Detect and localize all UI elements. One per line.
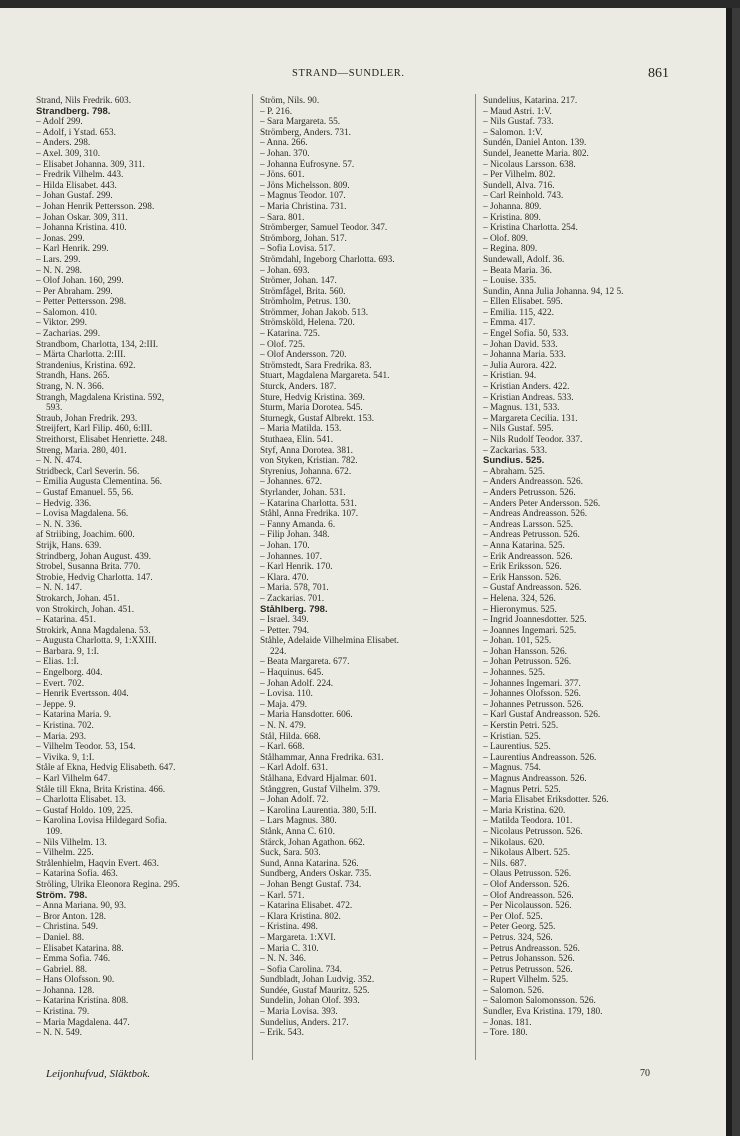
index-entry: – Per Abraham. 299.	[36, 286, 113, 297]
index-entry: – Lars Magnus. 380.	[260, 816, 337, 827]
index-entry: – Adolf 299.	[36, 117, 83, 128]
index-entry: – Zackarias. 701.	[260, 593, 325, 604]
index-entry: – Daniel. 88.	[36, 932, 85, 943]
index-entry: – Zacharias. 299.	[36, 329, 101, 340]
index-entry: – Hieronymus. 525.	[483, 604, 557, 615]
index-entry: – Johanna Maria. 533.	[483, 350, 566, 361]
index-entry: Strömberg, Anders. 731.	[260, 127, 351, 138]
index-entry: – P. 216.	[260, 106, 293, 117]
index-entry: – Adolf, i Ystad. 653.	[36, 127, 116, 138]
index-entry: – Klara. 470.	[260, 572, 309, 583]
index-entry: – Märta Charlotta. 2:III.	[36, 350, 126, 361]
index-entry: Stånk, Anna C. 610.	[260, 826, 335, 837]
index-entry: – Elias. 1:I.	[36, 657, 79, 668]
index-entry: – Laurentius. 525.	[483, 742, 551, 753]
index-entry: – Barbara. 9, 1:I.	[36, 646, 99, 657]
index-entry: – Johan Oskar. 309, 311.	[36, 212, 128, 223]
index-entry: – Johanna. 809.	[483, 201, 542, 212]
index-entry: – Bror Anton. 128.	[36, 911, 106, 922]
index-entry: – Lovisa. 110.	[260, 689, 313, 700]
index-entry: – Salomon. 1:V.	[483, 127, 543, 138]
index-entry: Sundée, Gustaf Mauritz. 525.	[260, 985, 370, 996]
index-entry: Strömer, Johan. 147.	[260, 276, 337, 287]
index-entry: Sundewall, Adolf. 36.	[483, 254, 565, 265]
index-entry: Suck, Sara. 503.	[260, 848, 321, 859]
index-entry: – Abraham. 525.	[483, 466, 545, 477]
index-column-1	[36, 96, 248, 1039]
index-entry: Sundel, Jeanette Maria. 802.	[483, 148, 589, 159]
index-entry: 593.	[46, 403, 63, 414]
index-entry: – Nils Gustaf. 733.	[483, 117, 554, 128]
index-entry: – Emma. 417.	[483, 318, 536, 329]
index-entry: – Karl. 571.	[260, 890, 305, 901]
index-entry: – Maria Magdalena. 447.	[36, 1017, 130, 1028]
index-entry: – Margareta Cecilia. 131.	[483, 413, 578, 424]
index-entry: – Louise. 335.	[483, 276, 537, 287]
index-entry: 109.	[46, 826, 63, 837]
index-entry: – Anders Peter Andersson. 526.	[483, 498, 601, 509]
index-entry: – Olof Johan. 160, 299.	[36, 276, 124, 287]
index-entry: – Johannes. 672.	[260, 477, 322, 488]
index-entry: – Kristian Anders. 422.	[483, 382, 570, 393]
index-entry: Strömberger, Samuel Teodor. 347.	[260, 223, 388, 234]
index-entry: – Jöns. 601.	[260, 170, 305, 181]
index-entry: – Viktor. 299.	[36, 318, 87, 329]
index-entry: Sundler, Eva Kristina. 179, 180.	[483, 1007, 603, 1018]
index-entry: – Anna Mariana. 90, 93.	[36, 901, 127, 912]
index-entry: – Nils. 687.	[483, 858, 527, 869]
index-entry: – Erik Hansson. 526.	[483, 572, 562, 583]
index-entry: Sundelius, Katarina. 217.	[483, 96, 578, 106]
index-entry: – Karl Henrik. 299.	[36, 244, 109, 255]
index-entry: – Johan Bengt Gustaf. 734.	[260, 879, 362, 890]
index-entry: – Filip Johan. 348.	[260, 530, 330, 541]
index-entry: – Johan. 170.	[260, 540, 310, 551]
index-entry: – Per Vilhelm. 802.	[483, 170, 556, 181]
index-entry: von Strokirch, Johan. 451.	[36, 604, 135, 615]
index-entry: – Nikolaus Albert. 525.	[483, 848, 571, 859]
index-entry: – Engelborg. 404.	[36, 668, 103, 679]
index-entry: Sturm, Maria Dorotea. 545.	[260, 403, 363, 414]
index-entry: Strömholm, Petrus. 130.	[260, 297, 351, 308]
index-entry: – Kristina. 79.	[36, 1007, 90, 1018]
index-entry: – Johannes. 107.	[260, 551, 322, 562]
index-entry: – Anders Andreasson. 526.	[483, 477, 583, 488]
index-entry: – Johan Gustaf. 299.	[36, 191, 113, 202]
index-entry: – Petrus Johansson. 526.	[483, 954, 575, 965]
index-entry: – Johan Adolf. 224.	[260, 678, 334, 689]
page-header	[0, 68, 732, 82]
index-entry: – Olof Andersson. 526.	[483, 879, 570, 890]
index-entry: – Ellen Elisabet. 595.	[483, 297, 563, 308]
index-entry: Strang, N. N. 366.	[36, 382, 104, 393]
index-entry: – Erik Eriksson. 526.	[483, 562, 562, 573]
index-entry: – Peter Georg. 525.	[483, 922, 556, 933]
running-head: STRAND—SUNDLER.	[292, 68, 405, 79]
index-entry: Ståhle, Adelaide Vilhelmina Elisabet.	[260, 636, 399, 647]
index-entry: – Elisabet Johanna. 309, 311.	[36, 159, 145, 170]
index-entry: Sture, Hedvig Kristina. 369.	[260, 392, 365, 403]
index-entry: – Emilia Augusta Clementina. 56.	[36, 477, 163, 488]
index-entry: Stål, Hilda. 668.	[260, 731, 321, 742]
index-entry: – Vilhelm Teodor. 53, 154.	[36, 742, 136, 753]
index-entry: Streng, Maria. 280, 401.	[36, 445, 127, 456]
index-entry: – Charlotta Elisabet. 13.	[36, 795, 127, 806]
index-entry: – Johan Henrik Pettersson. 298.	[36, 201, 155, 212]
index-entry: – Kristina. 809.	[483, 212, 541, 223]
index-entry: Strömstedt, Sara Fredrika. 83.	[260, 360, 372, 371]
index-entry: – Olof. 725.	[260, 339, 305, 350]
index-entry: – Matilda Teodora. 101.	[483, 816, 573, 827]
index-entry: – Rupert Vilhelm. 525.	[483, 975, 569, 986]
index-entry: Strålenhielm, Haqvin Evert. 463.	[36, 858, 159, 869]
index-entry: – Katarina Sofia. 463.	[36, 869, 118, 880]
index-entry: – Maud Astri. 1:V.	[483, 106, 552, 117]
index-entry: Styrenius, Johanna. 672.	[260, 466, 352, 477]
index-entry: – Kristian. 94.	[483, 371, 537, 382]
index-entry: Styf, Anna Dorotea. 381.	[260, 445, 353, 456]
index-entry: – Petrus. 324, 526.	[483, 932, 553, 943]
index-entry: – N. N. 479.	[260, 721, 306, 732]
index-entry: Sundelin, Johan Olof. 393.	[260, 996, 360, 1007]
index-entry: – Gustaf Andreasson. 526.	[483, 583, 582, 594]
index-entry: – Emilia. 115, 422.	[483, 307, 554, 318]
index-entry: – Katarina Maria. 9.	[36, 710, 112, 721]
index-entry: Strömdahl, Ingeborg Charlotta. 693.	[260, 254, 395, 265]
index-entry: af Striibing, Joachim. 600.	[36, 530, 135, 541]
scan-top-border	[0, 0, 740, 8]
index-entry: – Nils Vilhelm. 13.	[36, 837, 107, 848]
index-entry: – Johanna Eufrosyne. 57.	[260, 159, 355, 170]
index-entry: – Laurentius Andreasson. 526.	[483, 752, 597, 763]
index-entry: – Petter Pettersson. 298.	[36, 297, 127, 308]
index-entry: – Axel. 309, 310.	[36, 148, 101, 159]
index-entry: – Gabriel. 88.	[36, 964, 88, 975]
index-entry: – Katarina Charlotta. 531.	[260, 498, 357, 509]
index-entry: – Nils Rudolf Teodor. 337.	[483, 435, 583, 445]
index-entry: – N. N. 346.	[260, 954, 306, 965]
index-entry: – Erik Andreasson. 526.	[483, 551, 573, 562]
index-entry: – Vivika. 9, 1:I.	[36, 752, 95, 763]
index-entry: – Zackarias. 533.	[483, 445, 548, 456]
index-entry: Strangh, Magdalena Kristina. 592,	[36, 392, 165, 403]
index-entry: – Johan. 101, 525.	[483, 636, 552, 647]
index-entry: – Petter. 794.	[260, 625, 310, 636]
index-entry: Stridbeck, Carl Severin. 56.	[36, 466, 140, 477]
index-entry: – Magnus Petri. 525.	[483, 784, 561, 795]
index-entry: – Johan David. 533.	[483, 339, 558, 350]
index-entry: Strokarch, Johan. 451.	[36, 593, 120, 604]
footer-book-title: Leijonhufvud, Släktbok.	[46, 1068, 151, 1080]
index-entry: – Katarina. 451.	[36, 615, 96, 626]
index-entry: Ståle af Ekna, Hedvig Elisabeth. 647.	[36, 763, 176, 774]
index-entry: – Anna. 266.	[260, 138, 308, 149]
index-entry: – Jöns Michelsson. 809.	[260, 180, 350, 191]
index-entry: Stuthaea, Elin. 541.	[260, 435, 334, 445]
index-entry: – Karl Vilhelm 647.	[36, 774, 111, 784]
index-entry: – Hedvig. 336.	[36, 498, 92, 509]
index-entry: Strijk, Hans. 639.	[36, 540, 102, 551]
index-entry: – Christina. 549.	[36, 922, 98, 933]
index-entry: – Maria. 293.	[36, 731, 87, 742]
index-entry: Strömborg, Johan. 517.	[260, 233, 347, 244]
index-entry: – Augusta Charlotta. 9, 1:XXIII.	[36, 636, 157, 647]
index-entry: Strobel, Susanna Brita. 770.	[36, 562, 141, 573]
index-entry: – Maria C. 310.	[260, 943, 319, 954]
index-entry: Sundell, Alva. 716.	[483, 180, 555, 191]
column-divider	[475, 94, 476, 1060]
index-entry: – Nicolaus Petrusson. 526.	[483, 826, 583, 837]
index-entry: – Carl Reinhold. 743.	[483, 191, 564, 202]
index-entry: Strömfågel, Brita. 560.	[260, 286, 346, 297]
index-entry: – Tore. 180.	[483, 1028, 528, 1039]
index-entry: – Maria Elisabet Eriksdotter. 526.	[483, 795, 609, 806]
index-entry: – Olof Andreasson. 526.	[483, 890, 574, 901]
index-entry: – Maria Hansdotter. 606.	[260, 710, 353, 721]
index-entry: – Jeppe. 9.	[36, 699, 76, 710]
index-entry: – Karl Henrik. 170.	[260, 562, 333, 573]
index-entry: Strobie, Hedvig Charlotta. 147.	[36, 572, 153, 583]
column-divider	[252, 94, 253, 1060]
index-entry: – Salomon Salomonsson. 526.	[483, 996, 596, 1007]
index-entry: – Margareta. 1:XVI.	[260, 932, 336, 943]
index-entry: – Kristian. 525.	[483, 731, 541, 742]
index-entry: – N. N. 298.	[36, 265, 82, 276]
index-entry: – Engel Sofia. 50, 533.	[483, 329, 569, 340]
footer-signature: 70	[640, 1068, 650, 1079]
index-entry: Sturck, Anders. 187.	[260, 382, 337, 393]
index-surname-heading: Strandberg. 798.	[36, 106, 111, 117]
index-entry: – Johan Petrusson. 526.	[483, 657, 572, 668]
index-entry: – Regina. 809.	[483, 244, 538, 255]
index-entry: – Israel. 349.	[260, 615, 309, 626]
index-entry: – Petrus Andreasson. 526.	[483, 943, 580, 954]
index-entry: – Per Nicolausson. 526.	[483, 901, 572, 912]
index-entry: – Salomon. 526.	[483, 985, 544, 996]
index-entry: – Maja. 479.	[260, 699, 307, 710]
index-entry: – Karl. 668.	[260, 742, 305, 753]
index-entry: – N. N. 147.	[36, 583, 82, 594]
index-entry: Styrlander, Johan. 531.	[260, 487, 346, 498]
index-entry: – Johan Adolf. 72.	[260, 795, 329, 806]
index-entry: Ström, Nils. 90.	[260, 96, 320, 106]
index-entry: Sundin, Anna Julia Johanna. 94, 12 5.	[483, 286, 624, 297]
index-entry: Strandh, Hans. 265.	[36, 371, 110, 382]
index-entry: – Fanny Amanda. 6.	[260, 519, 336, 530]
index-entry: Straub, Johan Fredrik. 293.	[36, 413, 138, 424]
index-entry: Stånggren, Gustaf Vilhelm. 379.	[260, 784, 381, 795]
index-entry: Stuart, Magdalena Margareta. 541.	[260, 371, 390, 382]
index-entry: – Elisabet Katarina. 88.	[36, 943, 124, 954]
index-entry: Strandenius, Kristina. 692.	[36, 360, 136, 371]
index-entry: – Johan Hansson. 526.	[483, 646, 567, 657]
index-entry: – Gustaf Emanuel. 55, 56.	[36, 487, 134, 498]
index-entry: – Johanna. 128.	[36, 985, 95, 996]
index-entry: – Anders. 298.	[36, 138, 91, 149]
index-entry: – Jonas. 299.	[36, 233, 85, 244]
index-entry: – Magnus. 754.	[483, 763, 541, 774]
index-entry: – Olof. 809.	[483, 233, 528, 244]
index-entry: – Katarina. 725.	[260, 329, 320, 340]
index-entry: Streithorst, Elisabet Henriette. 248.	[36, 435, 168, 445]
index-entry: Stärck, Johan Agathon. 662.	[260, 837, 365, 848]
index-entry: – Sara Margareta. 55.	[260, 117, 341, 128]
index-entry: – Maria Kristina. 620.	[483, 805, 566, 816]
index-entry: – Beata Maria. 36.	[483, 265, 552, 276]
index-entry: – Sofia Carolina. 734.	[260, 964, 342, 975]
index-entry: – Sofia Lovisa. 517.	[260, 244, 336, 255]
index-entry: Sturnegk, Gustaf Albrekt. 153.	[260, 413, 375, 424]
index-entry: – Julia Aurora. 422.	[483, 360, 557, 371]
index-entry: Streijfert, Karl Filip. 460, 6:III.	[36, 424, 153, 435]
index-entry: – Sara. 801.	[260, 212, 305, 223]
index-entry: – Johannes Olofsson. 526.	[483, 689, 581, 700]
index-surname-heading: Ström. 798.	[36, 890, 88, 901]
page-number: 861	[648, 66, 669, 81]
index-surname-heading: Sundius. 525.	[483, 456, 545, 467]
index-entry: – Kristina Charlotta. 254.	[483, 223, 578, 234]
index-entry: – Klara Kristina. 802.	[260, 911, 341, 922]
index-entry: – Kristina. 498.	[260, 922, 318, 933]
index-entry: Sund, Anna Katarina. 526.	[260, 858, 359, 869]
index-entry: Strokirk, Anna Magdalena. 53.	[36, 625, 151, 636]
index-entry: Stålhammar, Anna Fredrika. 631.	[260, 752, 384, 763]
index-entry: – Erik. 543.	[260, 1028, 304, 1039]
index-entry: Strandbom, Charlotta, 134, 2:III.	[36, 339, 159, 350]
index-entry: Sundbladt, Johan Ludvig. 352.	[260, 975, 375, 986]
index-entry: – Anders Petrusson. 526.	[483, 487, 576, 498]
index-entry: – Nikolaus. 620.	[483, 837, 545, 848]
index-entry: – Hilda Elisabet. 443.	[36, 180, 117, 191]
index-entry: – Katarina Elisabet. 472.	[260, 901, 353, 912]
index-entry: – Kristina. 702.	[36, 721, 94, 732]
index-entry: – Johanna Kristina. 410.	[36, 223, 127, 234]
document-page	[0, 8, 732, 1136]
index-entry: – Salomon. 410.	[36, 307, 97, 318]
index-entry: – Evert. 702.	[36, 678, 85, 689]
index-entry: – Emma Sofia. 746.	[36, 954, 111, 965]
index-entry: – Beata Margareta. 677.	[260, 657, 350, 668]
index-entry: – Haquinus. 645.	[260, 668, 324, 679]
index-entry: – Karl Gustaf Andreasson. 526.	[483, 710, 601, 721]
index-entry: Strömsköld, Helena. 720.	[260, 318, 355, 329]
index-column-2	[260, 96, 472, 1039]
index-entry: – Johannes Ingemari. 377.	[483, 678, 581, 689]
index-entry: – Andreas Larsson. 525.	[483, 519, 574, 530]
index-entry: – Karl Adolf. 631.	[260, 763, 328, 774]
index-entry: – Nils Gustaf. 595.	[483, 424, 554, 435]
index-entry: – Lovisa Magdalena. 56.	[36, 509, 129, 520]
index-entry: – Maria Lovisa. 393.	[260, 1007, 338, 1018]
index-entry: – Kristian Andreas. 533.	[483, 392, 574, 403]
index-entry: – Nicolaus Larsson. 638.	[483, 159, 576, 170]
index-entry: – Fredrik Vilhelm. 443.	[36, 170, 124, 181]
index-entry: – N. N. 336.	[36, 519, 82, 530]
index-entry: – Karolina Laurentia. 380, 5:II.	[260, 805, 377, 816]
index-entry: – Kerstin Petri. 525.	[483, 721, 559, 732]
index-entry: Sundelius, Anders. 217.	[260, 1017, 349, 1028]
index-entry: – Joannes Ingemari. 525.	[483, 625, 577, 636]
index-entry: – Olof Andersson. 720.	[260, 350, 347, 361]
index-entry: – Petrus Petrusson. 526.	[483, 964, 573, 975]
index-surname-heading: Ståhlberg. 798.	[260, 604, 328, 615]
index-entry: Ströling, Ulrika Eleonora Regina. 295.	[36, 879, 180, 890]
index-entry: Sundberg, Anders Oskar. 735.	[260, 869, 372, 880]
index-entry: Sundén, Daniel Anton. 139.	[483, 138, 587, 149]
index-entry: – Lars. 299.	[36, 254, 81, 265]
index-entry: – Magnus Teodor. 107.	[260, 191, 346, 202]
index-entry: Strindberg, Johan August. 439.	[36, 551, 152, 562]
index-entry: Ståhl, Anna Fredrika. 107.	[260, 509, 359, 520]
index-column-3	[483, 96, 695, 1039]
index-entry: – Johan. 693.	[260, 265, 310, 276]
index-entry: Stålhana, Edvard Hjalmar. 601.	[260, 774, 377, 784]
index-entry: Strömmer, Johan Jakob. 513.	[260, 307, 369, 318]
index-entry: – Maria Christina. 731.	[260, 201, 347, 212]
index-entry: – Olaus Petrusson. 526.	[483, 869, 572, 880]
index-entry: – Hans Olofsson. 90.	[36, 975, 115, 986]
index-entry: – Magnus. 131, 533.	[483, 403, 560, 414]
index-entry: – Katarina Kristina. 808.	[36, 996, 129, 1007]
index-entry: – Johan. 370.	[260, 148, 310, 159]
index-entry: – Karolina Lovisa Hildegard Sofia.	[36, 816, 167, 827]
index-entry: – N. N. 474.	[36, 456, 82, 467]
index-entry: Strand, Nils Fredrik. 603.	[36, 96, 132, 106]
index-entry: – Maria. 578, 701.	[260, 583, 329, 594]
index-entry: – Henrik Evertsson. 404.	[36, 689, 129, 700]
index-entry: – Johannes. 525.	[483, 668, 545, 679]
index-entry: – Per Olof. 525.	[483, 911, 543, 922]
index-entry: – Maria Matilda. 153.	[260, 424, 342, 435]
index-entry: 224.	[270, 646, 287, 657]
index-entry: – Andreas Andreasson. 526.	[483, 509, 588, 520]
index-entry: – Helena. 324, 526.	[483, 593, 556, 604]
index-entry: von Styken, Kristian. 782.	[260, 456, 358, 467]
index-entry: – Anna Katarina. 525.	[483, 540, 565, 551]
index-entry: – Jonas. 181.	[483, 1017, 532, 1028]
index-entry: – N. N. 549.	[36, 1028, 82, 1039]
index-entry: – Gustaf Holdo. 109, 225.	[36, 805, 133, 816]
index-entry: Ståle till Ekna, Brita Kristina. 466.	[36, 784, 166, 795]
index-entry: – Johannes Petrusson. 526.	[483, 699, 584, 710]
index-entry: – Andreas Petrusson. 526.	[483, 530, 580, 541]
index-entry: – Magnus Andreasson. 526.	[483, 774, 587, 784]
index-entry: – Vilhelm. 225.	[36, 848, 94, 859]
index-entry: – Ingrid Joannesdotter. 525.	[483, 615, 587, 626]
